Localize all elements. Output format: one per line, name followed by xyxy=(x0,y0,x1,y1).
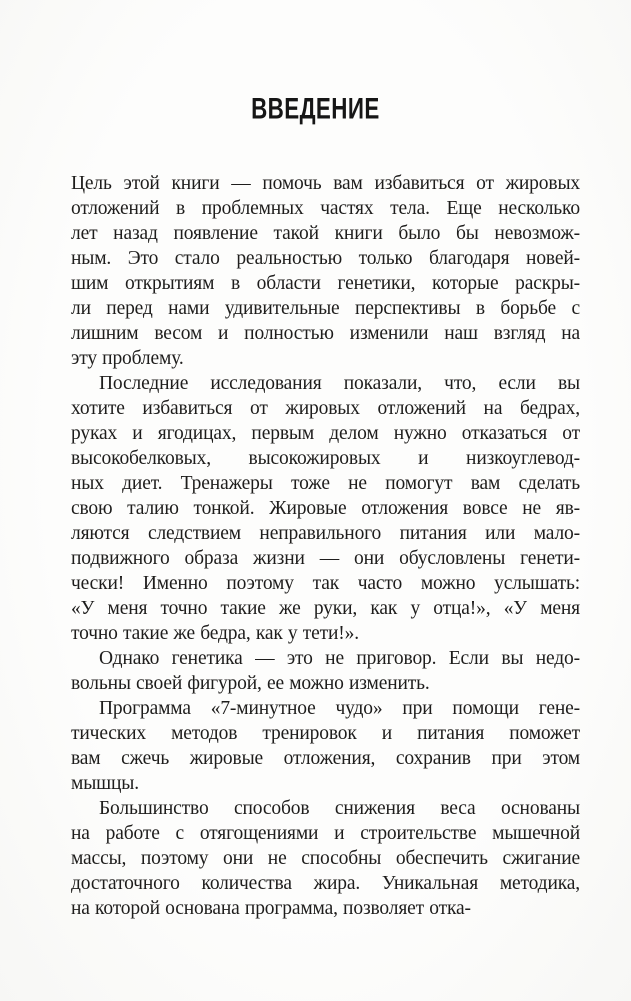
text-line: ным. Это стало реальностью только благодаря новей- xyxy=(71,248,580,269)
text-line: эту проблему. xyxy=(71,348,184,369)
text-line: Программа «7-минутное чудо» при помощи гене- xyxy=(99,698,580,719)
paragraph xyxy=(71,796,580,921)
text-line: вам сжечь жировые отложения, сохранив при этом xyxy=(71,748,580,769)
text-line: Большинство способов снижения веса основаны xyxy=(99,798,580,819)
text-line: шим открытиям в области генетики, которые раскры- xyxy=(71,273,580,294)
text-line: ляются следствием неправильного питания или мало- xyxy=(71,523,580,544)
paragraph xyxy=(71,696,580,796)
chapter-title xyxy=(0,94,631,124)
paragraph xyxy=(71,646,580,696)
text-line: Цель этой книги — помочь вам избавиться от жировых xyxy=(71,173,580,194)
text-line: на которой основана программа, позволяет отка- xyxy=(71,898,471,919)
text-line: высокобелковых, высокожировых и низкоуглевод- xyxy=(71,448,580,469)
text-line: свою талию тонкой. Жировые отложения вовсе не яв- xyxy=(71,498,580,519)
text-line: чески! Именно поэтому так часто можно услышать: xyxy=(71,573,580,594)
text-line: отложений в проблемных частях тела. Еще несколько xyxy=(71,198,580,219)
text-line: точно такие же бедра, как у тети!». xyxy=(71,623,359,644)
text-line: на работе с отягощениями и строительстве мышечной xyxy=(71,823,580,844)
text-line: Последние исследования показали, что, если вы xyxy=(99,373,580,394)
text-line: ных диет. Тренажеры тоже не помогут вам сделать xyxy=(71,473,580,494)
text-line: вольны своей фигурой, ее можно изменить. xyxy=(71,673,430,694)
text-line: подвижного образа жизни — они обусловлены генети- xyxy=(71,548,580,569)
text-line: «У меня точно такие же руки, как у отца!», «У меня xyxy=(71,598,580,619)
text-line: массы, поэтому они не способны обеспечить сжигание xyxy=(71,848,580,869)
paragraph xyxy=(71,171,580,371)
text-line: лишним весом и полностью изменили наш взгляд на xyxy=(71,323,580,344)
text-line: Однако генетика — это не приговор. Если вы недо- xyxy=(99,648,580,669)
body-text xyxy=(71,171,580,921)
text-line: достаточного количества жира. Уникальная методика, xyxy=(71,873,580,894)
text-line: мышцы. xyxy=(71,773,139,794)
paragraph xyxy=(71,371,580,646)
text-line: тических методов тренировок и питания поможет xyxy=(71,723,580,744)
text-line: ли перед нами удивительные перспективы в борьбе с xyxy=(71,298,580,319)
chapter-title-text: ВВЕДЕНИЕ xyxy=(251,92,380,125)
text-line: руках и ягодицах, первым делом нужно отказаться от xyxy=(71,423,580,444)
text-line: лет назад появление такой книги было бы невозмож- xyxy=(71,223,580,244)
text-line: хотите избавиться от жировых отложений на бедрах, xyxy=(71,398,580,419)
